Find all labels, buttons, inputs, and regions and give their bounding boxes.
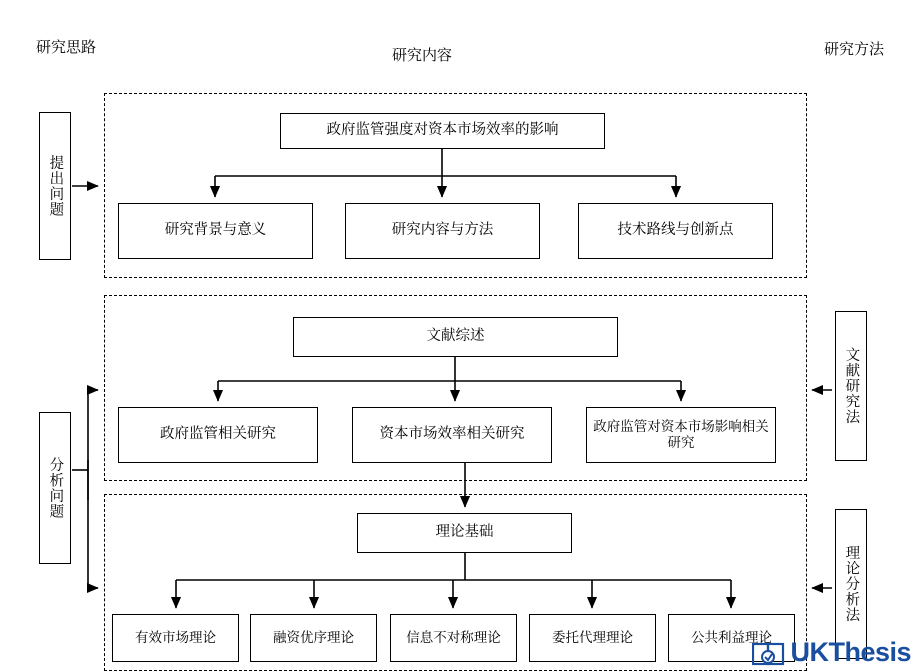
group1-root-node: 政府监管强度对资本市场效率的影响 [280,113,605,149]
group2-root-node: 文献综述 [293,317,618,357]
watermark [752,635,911,669]
group2-child-3: 政府监管对资本市场影响相关研究 [586,407,776,463]
group2-child-2: 资本市场效率相关研究 [352,407,552,463]
watermark-text-primary: UK [790,636,829,667]
watermark-text [790,637,911,668]
watermark-text-secondary: Thesis [828,636,911,667]
group3-child-5: 公共利益理论 [668,614,795,662]
left-stage-analyze-question: 分析问题 [39,412,71,564]
right-method-literature: 文献研究法 [835,311,867,461]
group2-child-1: 政府监管相关研究 [118,407,318,463]
column-header-center: 研究内容 [392,47,453,64]
column-header-right: 研究方法 [824,41,885,58]
group3-child-3: 信息不对称理论 [390,614,517,662]
group3-child-1: 有效市场理论 [112,614,239,662]
right-method-theory: 理论分析法 [835,509,867,659]
group3-child-2: 融资优序理论 [250,614,377,662]
column-header-left: 研究思路 [36,39,97,56]
left-stage-raise-question: 提出问题 [39,112,71,260]
watermark-logo-icon [752,635,786,669]
group1-child-3: 技术路线与创新点 [578,203,773,259]
group3-root-node: 理论基础 [357,513,572,553]
group1-child-2: 研究内容与方法 [345,203,540,259]
group1-child-1: 研究背景与意义 [118,203,313,259]
group3-child-4: 委托代理理论 [529,614,656,662]
